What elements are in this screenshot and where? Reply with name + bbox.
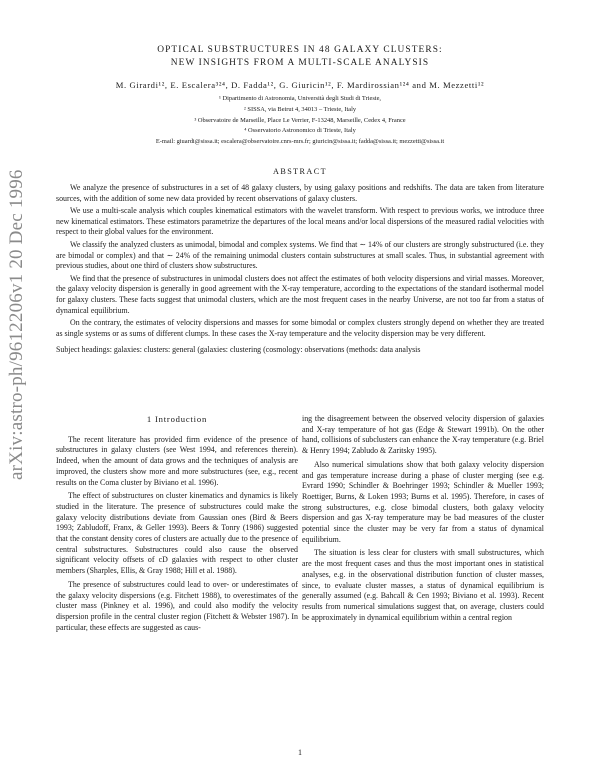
arxiv-identifier: arXiv:astro-ph/9612206v1 20 Dec 1996: [6, 169, 27, 480]
affiliation-2: ² SISSA, via Beirut 4, 34013 – Trieste, Italy: [243, 105, 357, 113]
paper-title: [40, 44, 560, 70]
body-paragraph: Also numerical simulations show that both galaxy velocity dispersion and gas temperature increase during a phase of cluster merging (see e.g. Evrard 1990; Schindler & Boehringer 1993; Schindler & Mueller 1993; Roettiger, Burns, & Loken 1993; Burns et al. 1995). Therefore, in cases of strong substructures, e.g. close bimodal clusters, both galaxy velocity dispersion and gas X-ray temperature may be bad measures of the cluster potential since the cluster may be very far from a status of dynamical equilibrium.: [302, 459, 544, 544]
page-number: 1: [298, 748, 302, 757]
title-line-1: OPTICAL SUBSTRUCTURES IN 48 GALAXY CLUSTERS:: [157, 45, 443, 55]
right-column: [302, 414, 544, 623]
affiliation-3: ³ Observatoire de Marseille, Place Le Verrier, F-13248, Marseille, Cedex 4, France: [194, 116, 406, 124]
left-column: [56, 414, 298, 633]
body-paragraph: The presence of substructures could lead to over- or underestimates of the galaxy velocity dispersions (e.g. Fitchett 1988), to overestimates of the cluster mass (Pinkney et al. 1996), and could also modify the velocity dispersion profile in the central cluster region (Fitchett & Webster 1987). In particular, these effects are suggested as caus-: [56, 579, 298, 632]
title-line-2: NEW INSIGHTS FROM A MULTI-SCALE ANALYSIS: [170, 58, 430, 68]
section-title: 1 Introduction: [146, 414, 208, 424]
body-paragraph: The effect of substructures on cluster kinematics and dynamics is likely studied in the literature. The presence of substructures could make the galaxy velocity distributions deviate from Gaussian ones (Bird & Beers 1993; Zabludoff, Franx, & Geller 1993). Beers & Tonry (1986) suggested that the constant density cores of clusters are actually due to the presence of central substructures. Substructures could also cause the observed significant velocity offsets of cD galaxies with respect to other cluster members (Sharples, Ellis, & Gray 1988; Hill et al. 1988).: [56, 491, 298, 576]
abstract-heading: ABSTRACT: [273, 167, 327, 176]
author-emails: E-mail: giuardi@sissa.it; escalera@observatoire.cnrs-mrs.fr; giuricin@sissa.it; fadda@sissa.it; mezzetti@sissa.it: [155, 138, 445, 146]
abstract-paragraph: We classify the analyzed clusters as unimodal, bimodal and complex systems. We find that ∼ 14% of our clusters are strongly substructured (i.e. they are bimodal or complex) and that ∼ 24% of the remaining unimodal clusters contain substructures at small scales. Thus, in substantial agreement with previous studies, about one third of clusters show substructures.: [56, 239, 544, 271]
abstract-paragraph: We analyze the presence of substructures in a set of 48 galaxy clusters, by using galaxy positions and redshifts. The data are taken from literature sources, with the addition of some new data provided by recent observations of galaxy clusters.: [56, 183, 544, 203]
abstract-paragraph: We use a multi-scale analysis which couples kinematical estimators with the wavelet transform. With respect to previous works, we introduce three new kinematical estimators. These estimators parametrize the departures of the local means and/or local dispersions of the measured radial velocities with respect to their global values for the environment.: [56, 206, 544, 237]
affiliation-4: ⁴ Osservatorio Astronomico di Trieste, Italy: [244, 127, 356, 135]
abstract-body: [56, 183, 544, 356]
paper-header: [40, 44, 560, 145]
body-paragraph: The situation is less clear for clusters with small substructures, which are the most frequent cases and thus the most important ones in statistical analyses, e.g. in the observational distribution function of cluster masses, since, to evaluate cluster masses, a status of dynamical equilibrium is generally assumed (e.g. Bahcall & Cen 1993; Biviano et al. 1993). Recent results from numerical simulations suggest that, on average, clusters could be approximately in dynamical equilibrium within a central region: [302, 548, 544, 622]
body-paragraph: The recent literature has provided firm evidence of the presence of substructures in galaxy clusters (see West 1994, and references therein). Indeed, when the amount of data grows and the techniques of analysis are improved, the clusters show more and more substructures (see, e.g., recent results on the Coma cluster by Biviano et al. 1996).: [56, 434, 298, 487]
abstract-paragraph: On the contrary, the estimates of velocity dispersions and masses for some bimodal or complex clusters strongly depend on whether they are treated as single systems or as sums of different clumps. In these cases the X-ray temperature and the velocity dispersion may be very different.: [56, 318, 544, 338]
subject-headings: Subject headings: galaxies: clusters: general (galaxies: clustering (cosmology: observations (methods: data analysis: [56, 345, 421, 355]
abstract-paragraph: We find that the presence of substructures in unimodal clusters does not affect the estimates of both velocity dispersions and virial masses. Moreover, the galaxy velocity dispersion is generally in good agreement with the X-ray temperature, according to the expectations of the standard isothermal model for galaxy clusters. These facts suggest that unimodal clusters, which are the most frequent cases in the nearby Universe, are not too far from a status of dynamical equilibrium.: [56, 273, 544, 315]
affiliations: [40, 94, 560, 137]
body-paragraph: ing the disagreement between the observed velocity dispersion of galaxies and X-ray temperature of hot gas (Edge & Stewart 1991b). On the other hand, collisions of subclusters can enhance the X-ray temperature (e.g. Briel & Henry 1994; Zabludo & Zaritsky 1995).: [302, 414, 544, 456]
author-list: M. Girardi¹², E. Escalera³²⁴, D. Fadda¹², G. Giuricin¹², F. Mardirossian¹²⁴ and M. Mezzetti¹²: [115, 80, 485, 90]
affiliation-1: ¹ Dipartimento di Astronomia, Università degli Studi di Trieste,: [218, 95, 382, 102]
